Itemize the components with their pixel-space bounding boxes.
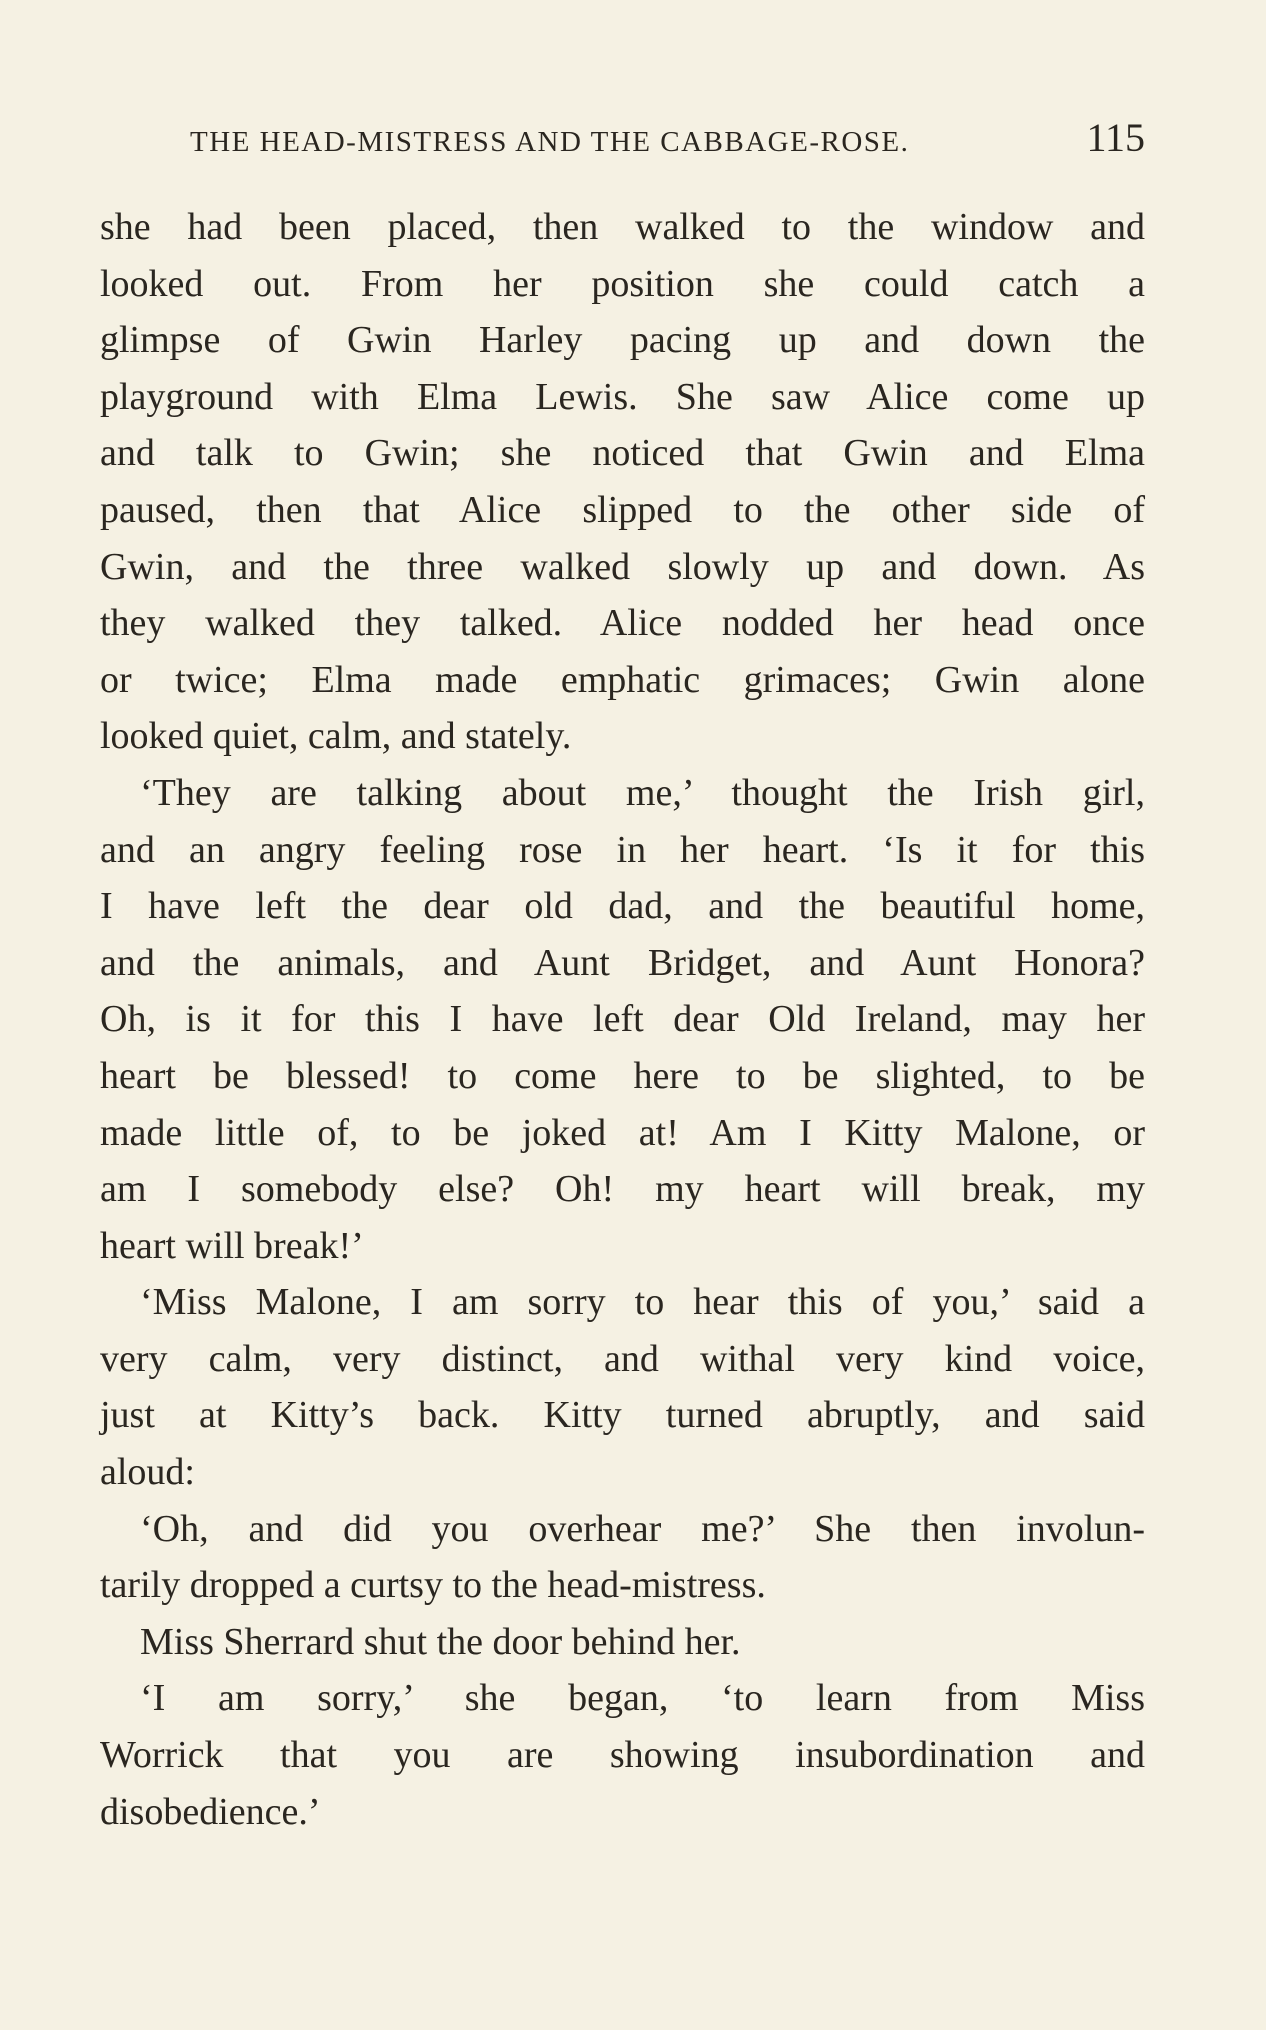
text-line: and the animals, and Aunt Bridget, and Aunt Honora? [100,941,1145,984]
text-line: Miss Sherrard shut the door behind her. [140,1620,741,1663]
text-line: looked out. From her position she could catch a [100,262,1145,305]
text-line: ‘Miss Malone, I am sorry to hear this of you,’ said a [140,1281,1145,1324]
text-line: looked quiet, calm, and stately. [100,715,572,758]
text-line: or twice; Elma made emphatic grimaces; Gwin alone [100,658,1145,701]
text-line: she had been placed, then walked to the window and [100,206,1145,248]
text-line: aloud: [100,1451,195,1494]
text-line: made little of, to be joked at! Am I Kitty Malone, or [100,1111,1145,1154]
text-line: heart be blessed! to come here to be slighted, to be [100,1054,1145,1097]
text-line: I have left the dear old dad, and the beautiful home, [100,885,1145,928]
text-line: tarily dropped a curtsy to the head-mistress. [100,1564,766,1607]
text-line: they walked they talked. Alice nodded her head once [100,602,1145,645]
text-line: Gwin, and the three walked slowly up and down. As [100,545,1145,588]
text-line: Worrick that you are showing insubordination and [100,1734,1145,1777]
text-line: glimpse of Gwin Harley pacing up and down the [100,319,1145,362]
text-line: ‘They are talking about me,’ thought the Irish girl, [140,771,1145,814]
text-line: just at Kitty’s back. Kitty turned abruptly, and said [100,1394,1145,1437]
text-line: and an angry feeling rose in her heart. ‘Is it for this [100,828,1145,871]
text-line: ‘I am sorry,’ she began, ‘to learn from Miss [140,1677,1145,1720]
page-number: 115 [1086,115,1145,160]
body-text [100,199,1145,1840]
text-line: disobedience.’ [100,1790,321,1833]
running-head [100,115,1145,168]
text-line: paused, then that Alice slipped to the other side of [100,488,1145,531]
text-line: Oh, is it for this I have left dear Old Ireland, may her [100,998,1145,1041]
text-line: am I somebody else? Oh! my heart will break, my [100,1168,1145,1211]
text-line: playground with Elma Lewis. She saw Alice come up [100,375,1145,418]
text-line: ‘Oh, and did you overhear me?’ She then involun- [140,1507,1145,1550]
text-line: very calm, very distinct, and withal very kind voice, [100,1337,1145,1380]
text-line: heart will break!’ [100,1224,364,1267]
text-line: and talk to Gwin; she noticed that Gwin and Elma [100,432,1145,475]
chapter-title: THE HEAD-MISTRESS AND THE CABBAGE-ROSE. [190,126,910,158]
